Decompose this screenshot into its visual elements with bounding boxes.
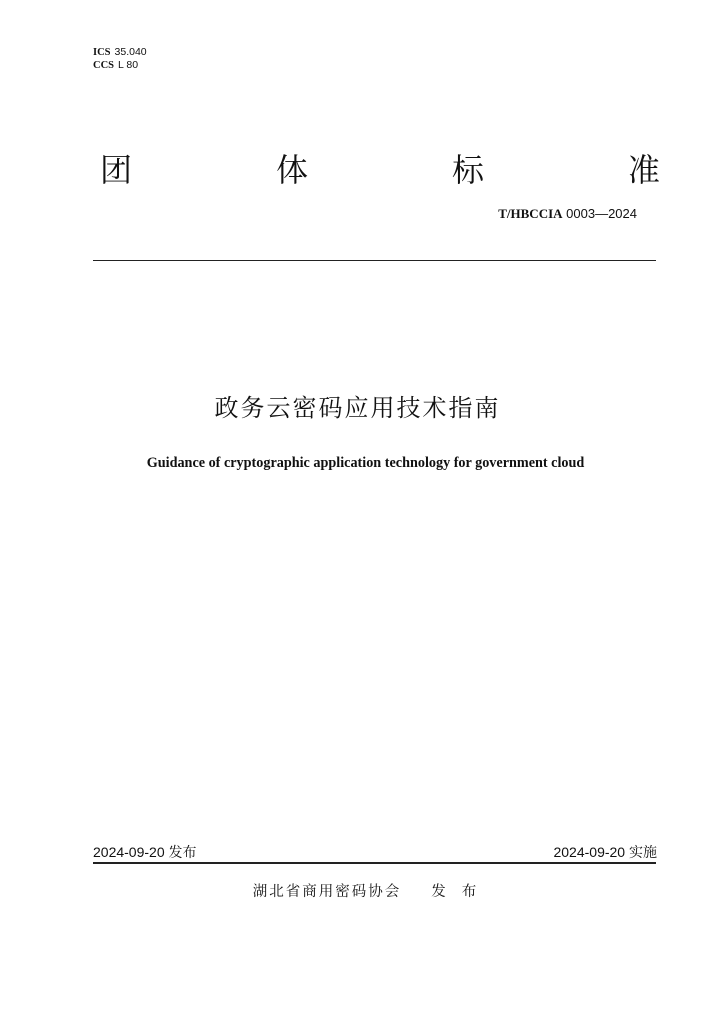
standard-type-char: 准 [627,151,660,189]
release-date: 2024-09-20 发布 [93,844,197,860]
standard-type-char: 标 [451,151,484,189]
standard-type-char: 体 [275,151,308,189]
publisher-name: 湖北省商用密码协会 [252,884,402,900]
implementation-date: 2024-09-20 实施 [553,844,657,860]
ccs-value: L 80 [118,59,139,71]
ccs-line [93,59,147,72]
ccs-label: CCS [93,60,115,71]
ics-label: ICS [93,47,111,58]
header-divider [93,260,656,261]
footer-divider [93,862,656,864]
classification-block [93,46,147,72]
standard-type-heading [100,148,660,192]
publish-word: 发布 [431,884,493,900]
ics-value: 35.040 [114,46,147,58]
standard-type-char: 团 [100,151,133,189]
publisher-line [0,882,715,902]
ics-line [93,46,147,59]
standard-number [498,206,637,222]
document-title-english: Guidance of cryptographic application technology for government cloud [146,455,585,471]
standard-number-code: 0003—2024 [566,206,637,221]
document-title-chinese: 政务云密码应用技术指南 [214,394,501,422]
standard-number-prefix: T/HBCCIA [498,206,563,221]
